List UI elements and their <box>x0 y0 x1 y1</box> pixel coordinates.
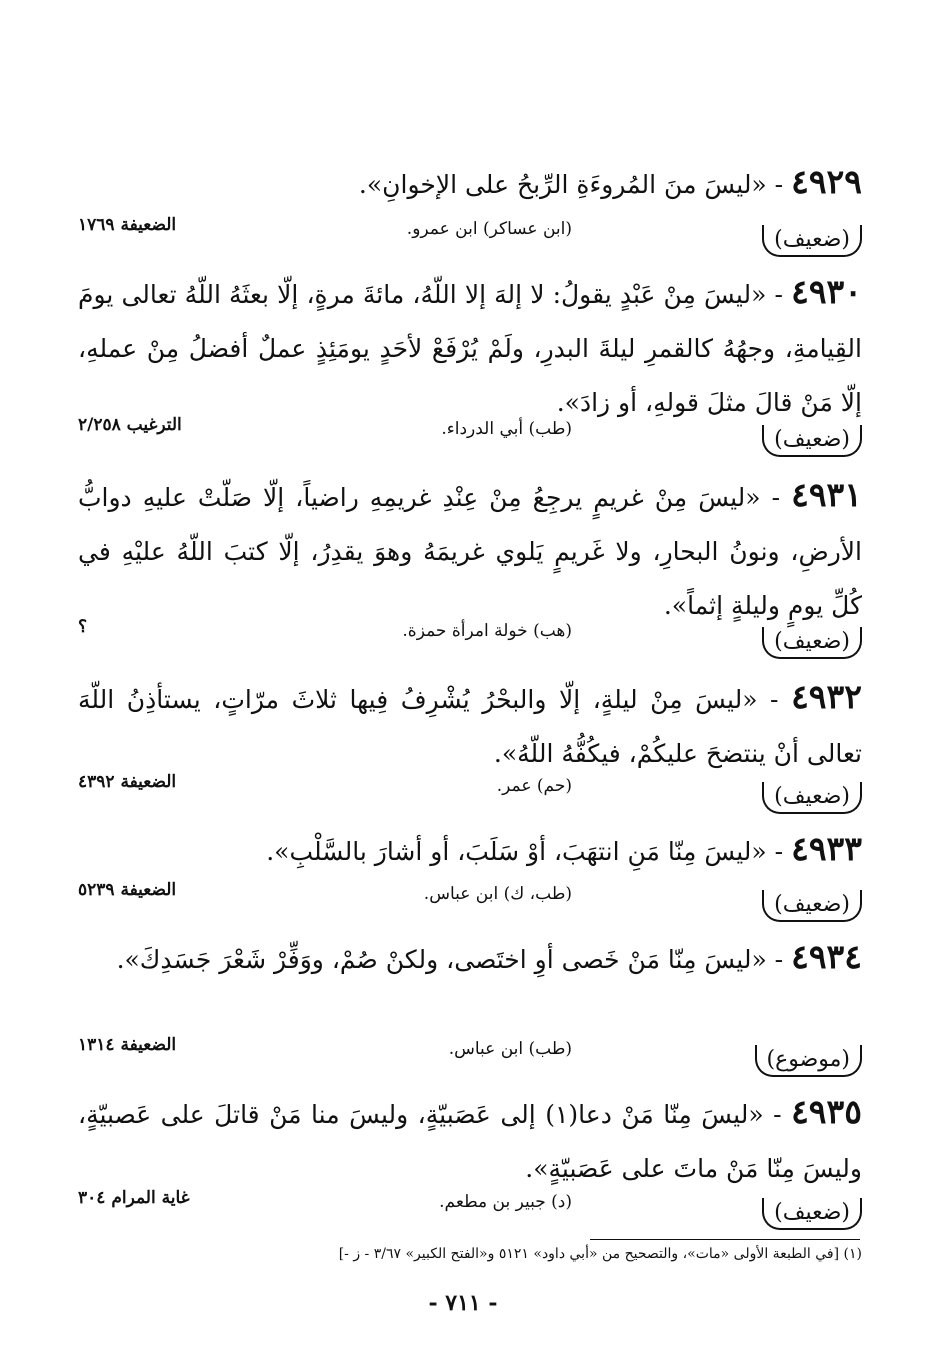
hadith-text: «ليسَ مِنّا مَنْ دعا(١) إلى عَصَبيّةٍ، وليسَ منا مَنْ قاتلَ على عَصبيّةٍ، وليسَ مِنّا مَنْ ماتَ على عَصَبيّةٍ». <box>78 1100 862 1183</box>
hadith-meta <box>78 415 862 465</box>
hadith-meta <box>78 215 862 265</box>
hadith-number: ٤٩٣١ <box>791 475 862 514</box>
hadith-meta <box>78 1035 862 1085</box>
source-label: (هب) خولة امرأة حمزة. <box>402 621 572 641</box>
hadith-meta <box>78 880 862 930</box>
hadith-entry: ٤٩٣٣ - «ليسَ مِنّا مَنِ انتهَبَ، أوْ سَلَبَ، أو أشارَ بالسَّلْبِ». <box>266 829 862 868</box>
source-label: (طب) ابن عباس. <box>448 1039 572 1059</box>
source-label: (د) جبير بن مطعم. <box>439 1192 572 1212</box>
hadith-entry: ٤٩٣١ - «ليسَ مِنْ غريمٍ يرجِعُ مِنْ عِنْدِ غريمِهِ راضياً، إلّا صَلّتْ عليهِ دوابُّ الأرضِ، ونونُ البحارِ، ولا غَريمٍ يَلوي غريمَهُ وهوَ يقدِرُ، إلّا كتبَ اللّهُ عليْهِ في كُلِّ يومٍ وليلةٍ إثماً». <box>78 475 862 620</box>
reference-label: الضعيفة ٤٣٩٢ <box>78 772 177 792</box>
hadith-text: «ليسَ مِنْ غريمٍ يرجِعُ مِنْ عِنْدِ غريمِهِ راضياً، إلّا صَلّتْ عليهِ دوابُّ الأرضِ، ونونُ البحارِ، ولا غَريمٍ يَلوي غريمَهُ وهوَ يقدِرُ، إلّا كتبَ اللّهُ عليْهِ في كُلِّ يومٍ وليلةٍ إثماً». <box>78 483 862 620</box>
hadith-entry: ٤٩٣٠ - «ليسَ مِنْ عَبْدٍ يقولُ: لا إلهَ إلا اللّهُ، مائةَ مرةٍ، إلّا بعثَهُ اللّهُ تعالى يومَ القِيامةِ، وجهُهُ كالقمرِ ليلةَ البدرِ، ولَمْ يُرْفَعْ لأحَدٍ يومَئِذٍ عملٌ أفضلُ مِنْ عملهِ، إلّا مَنْ قالَ مثلَ قولهِ، أو زادَ». <box>78 272 862 417</box>
reference-label: غاية المرام ٣٠٤ <box>78 1188 190 1208</box>
source-label: (حم) عمر. <box>496 776 572 796</box>
hadith-number: ٤٩٢٩ <box>791 162 862 201</box>
source-label: (ابن عساكر) ابن عمرو. <box>406 219 572 239</box>
reference-label: الضعيفة ١٧٦٩ <box>78 215 177 235</box>
hadith-text: «ليسَ منَ المُروءَةِ الرِّبحُ على الإخوانِ». <box>358 170 767 199</box>
reference-label: الضعيفة ١٣١٤ <box>78 1035 177 1055</box>
footnote-divider <box>590 1239 860 1240</box>
source-label: (طب) أبي الدرداء. <box>441 419 572 439</box>
hadith-number: ٤٩٣٥ <box>791 1092 862 1131</box>
hadith-meta <box>78 617 862 667</box>
grade-label: (ضعيف) <box>762 425 862 457</box>
hadith-number: ٤٩٣٠ <box>791 272 862 311</box>
hadith-number: ٤٩٣٣ <box>791 829 862 868</box>
grade-label: (ضعيف) <box>762 782 862 814</box>
hadith-entry: ٤٩٢٩ - «ليسَ منَ المُروءَةِ الرِّبحُ على الإخوانِ». <box>358 162 862 201</box>
footnote: (١) [في الطبعة الأولى «مات»، والتصحيح من «أبي داود» ٥١٢١ و«الفتح الكبير» ٣/٦٧ - ز -] <box>338 1246 862 1262</box>
hadith-meta <box>78 772 862 822</box>
grade-label: (موضوع) <box>755 1045 863 1077</box>
grade-label: (ضعيف) <box>762 1198 862 1230</box>
reference-label: ؟ <box>78 617 88 637</box>
hadith-number: ٤٩٣٤ <box>791 937 862 976</box>
hadith-entry: ٤٩٣٤ - «ليسَ مِنّا مَنْ خَصى أوِ اختَصى، ولكنْ صُمْ، ووَفِّرْ شَعْرَ جَسَدِكَ». <box>116 937 862 976</box>
hadith-entry: ٤٩٣٥ - «ليسَ مِنّا مَنْ دعا(١) إلى عَصَبيّةٍ، وليسَ منا مَنْ قاتلَ على عَصبيّةٍ، وليسَ مِنّا مَنْ ماتَ على عَصَبيّةٍ». <box>78 1092 862 1183</box>
hadith-text: «ليسَ مِنْ عَبْدٍ يقولُ: لا إلهَ إلا اللّهُ، مائةَ مرةٍ، إلّا بعثَهُ اللّهُ تعالى يومَ القِيامةِ، وجهُهُ كالقمرِ ليلةَ البدرِ، ولَمْ يُرْفَعْ لأحَدٍ يومَئِذٍ عملٌ أفضلُ مِنْ عملهِ، إلّا مَنْ قالَ مثلَ قولهِ، أو زادَ». <box>78 280 862 417</box>
hadith-entry: ٤٩٣٢ - «ليسَ مِنْ ليلةٍ، إلّا والبحْرُ يُشْرِفُ فِيها ثلاثَ مرّاتٍ، يستأذِنُ اللّهَ تعالى أنْ ينتضحَ عليكُمْ، فيكُفُّهُ اللّهُ». <box>78 677 862 768</box>
source-label: (طب، ك) ابن عباس. <box>423 884 572 904</box>
grade-label: (ضعيف) <box>762 225 862 257</box>
grade-label: (ضعيف) <box>762 627 862 659</box>
hadith-number: ٤٩٣٢ <box>791 677 862 716</box>
hadith-text: «ليسَ مِنْ ليلةٍ، إلّا والبحْرُ يُشْرِفُ فِيها ثلاثَ مرّاتٍ، يستأذِنُ اللّهَ تعالى أنْ ينتضحَ عليكُمْ، فيكُفُّهُ اللّهُ». <box>78 685 862 768</box>
page-number: - ٧١١ - <box>428 1290 498 1316</box>
hadith-text: «ليسَ مِنّا مَنِ انتهَبَ، أوْ سَلَبَ، أو أشارَ بالسَّلْبِ». <box>266 837 767 866</box>
reference-label: الضعيفة ٥٢٣٩ <box>78 880 177 900</box>
hadith-meta <box>78 1188 862 1238</box>
hadith-text: «ليسَ مِنّا مَنْ خَصى أوِ اختَصى، ولكنْ صُمْ، ووَفِّرْ شَعْرَ جَسَدِكَ». <box>116 945 767 974</box>
reference-label: الترغيب ٢/٢٥٨ <box>78 415 182 435</box>
grade-label: (ضعيف) <box>762 890 862 922</box>
